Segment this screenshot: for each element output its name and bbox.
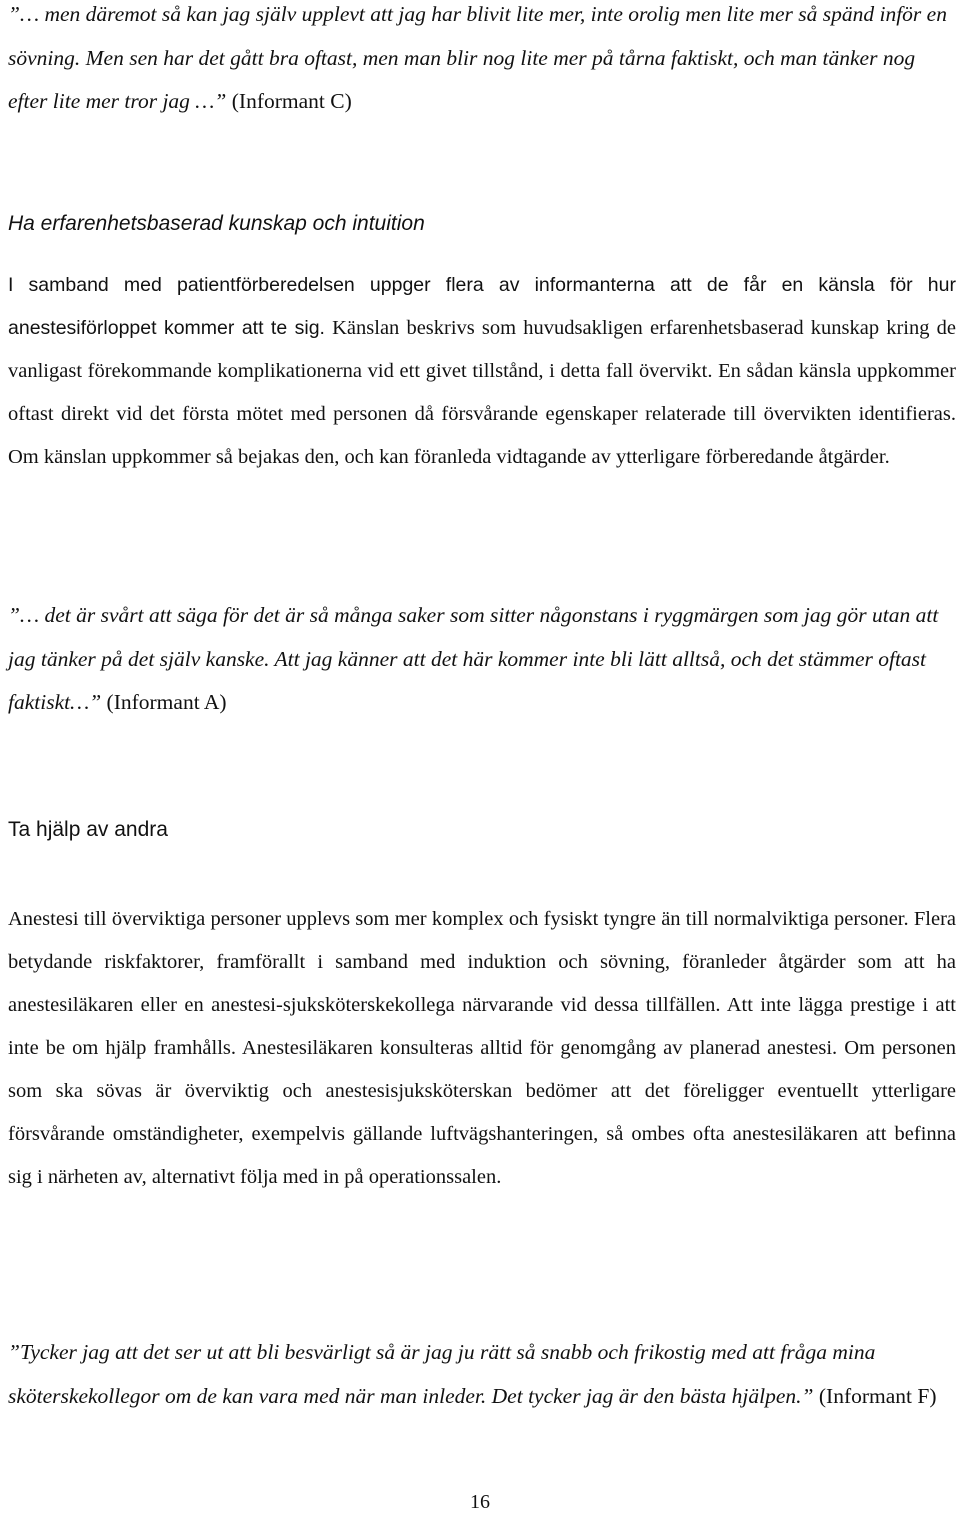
paragraph-rest: Känslan beskrivs som huvudsakligen erfarenhetsbaserad kunskap kring de vanligast förekommande komplikationerna vid ett givet tillstånd, i detta fall övervikt. En sådan känsla uppkommer oftast direkt vid det första mötet med personen då försvårande egenskaper relaterade till övervikten identifieras. Om känslan uppkommer så bejakas den, och kan föranleda vidtagande av ytterligare förberedande åtgärder.: [8, 317, 956, 468]
body-paragraph-intuition: [8, 264, 956, 479]
quote-attribution: (Informant C): [226, 89, 352, 113]
quote-text: ”… det är svårt att säga för det är så många saker som sitter någonstans i ryggmärgen som jag gör utan att jag tänker på det själv kanske. Att jag känner att det här kommer inte bli lätt alltså, och det stämmer oftast faktiskt…”: [8, 603, 939, 714]
section-heading-help: Ta hjälp av andra: [8, 818, 168, 841]
paragraph-lead: Anestesi till överviktiga personer upplevs som mer komplex och fysiskt tyngre än till normalviktiga personer.: [8, 908, 909, 930]
paragraph-rest: Flera betydande riskfaktorer, framförallt i samband med induktion och sövning, föranleder åtgärder som att ha anestesiläkaren eller en anestesi-sjuksköterskekollega närvarande vid dessa tillfällen. Att inte lägga prestige i att inte be om hjälp framhålls. Anestesiläkaren konsulteras alltid för genomgång av planerad anestesi. Om personen som ska sövas är överviktig och anestesisjuksköterskan bedömer att det föreligger eventuellt ytterligare försvårande omständigheter, exempelvis gällande luftvägshanteringen, så ombes ofta anestesiläkaren att befinna sig i närheten av, alternativt följa med in på operationssalen.: [8, 908, 956, 1188]
body-paragraph-help: [8, 898, 956, 1199]
quote-text: ”… men däremot så kan jag själv upplevt att jag har blivit lite mer, inte orolig men lite mer så spänd inför en sövning. Men sen har det gått bra oftast, men man blir nog lite mer på tårna faktiskt, och man tänker nog efter lite mer tror jag …”: [8, 2, 947, 113]
informant-quote-f: [8, 1331, 956, 1418]
quote-attribution: (Informant A): [101, 690, 227, 714]
paragraph-lead: I samband med patientförberedelsen uppger flera av informanterna att de får en känsla för hur anestesiförloppet kommer att te sig.: [8, 274, 956, 339]
informant-quote-a: [8, 594, 956, 725]
quote-text: ”Tycker jag att det ser ut att bli besvärligt så är jag ju rätt så snabb och frikostig med att fråga mina sköterskekollegor om de kan vara med när man inleder. Det tycker jag är den bästa hjälpen.”: [8, 1340, 876, 1408]
quote-attribution: (Informant F): [813, 1383, 937, 1408]
section-heading-intuition: Ha erfarenhetsbaserad kunskap och intuition: [8, 212, 425, 235]
informant-quote-c: [8, 0, 956, 124]
page-number: 16: [470, 1491, 490, 1513]
